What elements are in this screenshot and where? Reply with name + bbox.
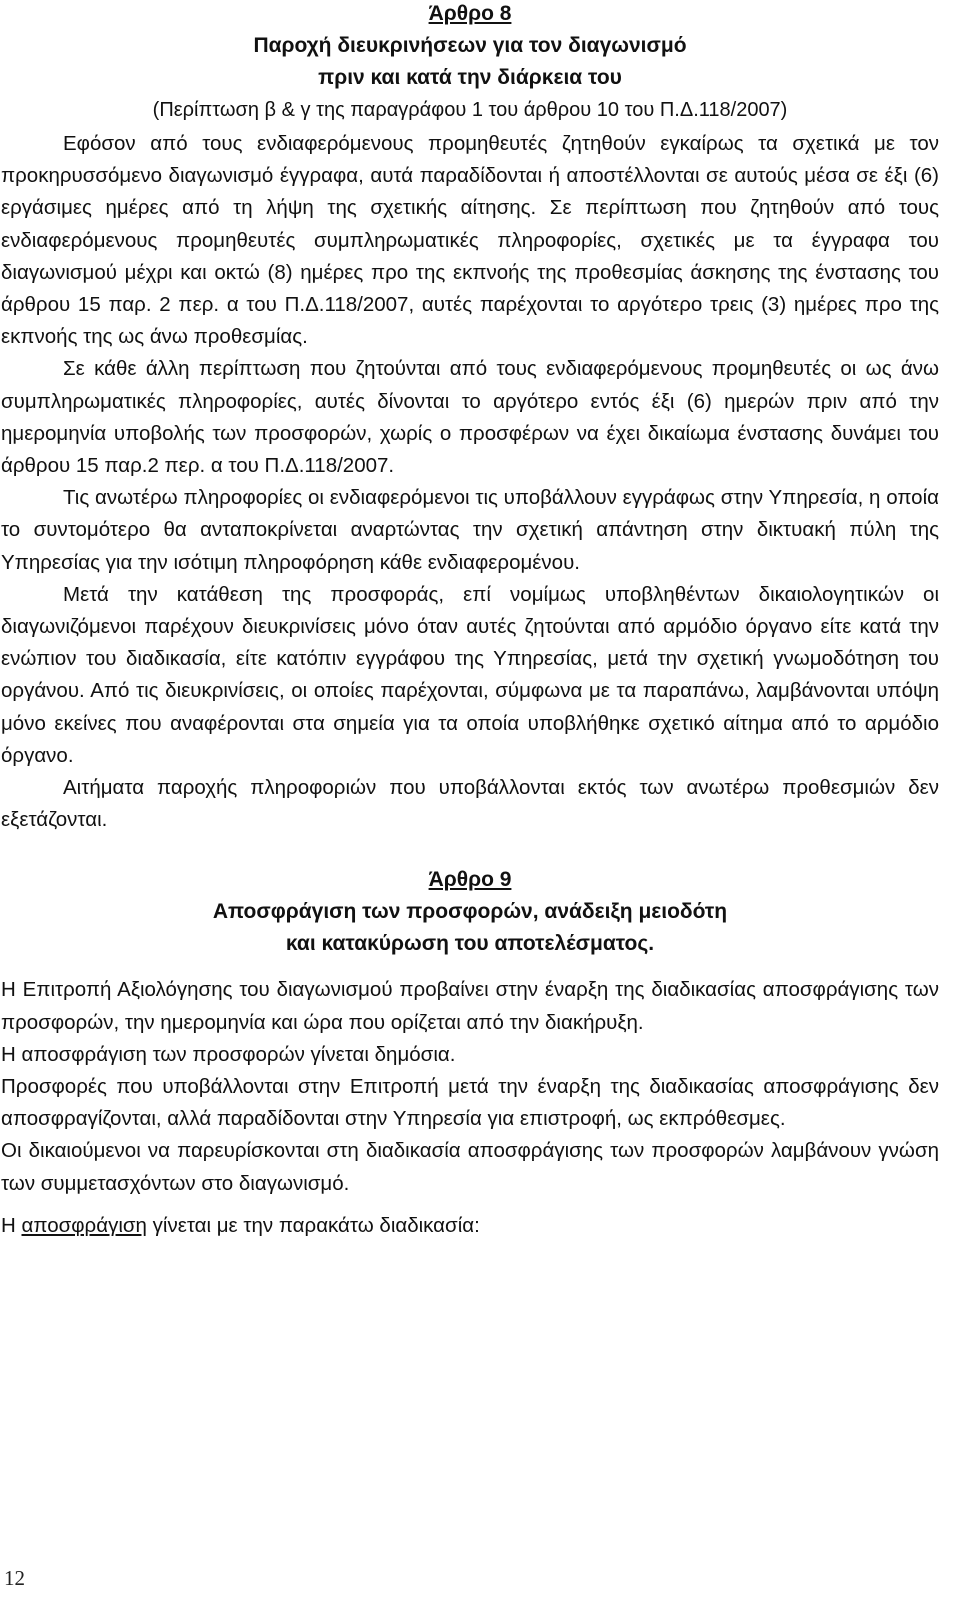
article-9-paragraph-2: Η αποσφράγιση των προσφορών γίνεται δημόσια. — [1, 1042, 456, 1066]
procedure-line-underlined: αποσφράγιση — [21, 1213, 147, 1237]
article-9-number-text: Άρθρο 9 — [428, 868, 512, 892]
article-8-number-text: Άρθρο 8 — [428, 2, 512, 25]
article-8-title-line-2: πριν και κατά την διάρκεια του — [318, 66, 622, 89]
article-8-paragraph-4: Μετά την κατάθεση της προσφοράς, επί νομίμως υποβληθέντων δικαιολογητικών οι διαγωνιζόμενοι παρέχουν διευκρινίσεις μόνο όταν αυτές ζητούνται από αρμόδιο όργανο είτε κατά την ενώπιον του διαδικασία, είτε κατόπιν εγγράφου της Υπηρεσίας, μετά την σχετική γνωμοδότηση του οργάνου. Από τις διευκρινίσεις, οι οποίες παρέχονται, σύμφωνα με τα παραπάνω, λαμβάνονται υπόψη μόνο εκείνες που αναφέρονται στα σημεία για τα οποία υποβλήθηκε σχετικό αίτημα από το αρμόδιο όργανο. — [1, 582, 939, 767]
article-8-number — [1, 0, 939, 30]
article-9-procedure-line — [1, 1210, 939, 1242]
article-9-paragraph-4: Οι δικαιούμενοι να παρευρίσκονται στη διαδικασία αποσφράγισης των προσφορών λαμβάνουν γνώση των συμμετασχόντων στο διαγωνισμό. — [1, 1139, 939, 1195]
article-9-paragraph-3: Προσφορές που υποβάλλονται στην Επιτροπή μετά την έναρξη της διαδικασίας αποσφράγισης δεν αποσφραγίζονται, αλλά παραδίδονται στην Υπηρεσία για επιστροφή, ως εκπρόθεσμες. — [1, 1075, 939, 1131]
article-9-number — [1, 864, 939, 896]
article-8-reference: (Περίπτωση β & γ της παραγράφου 1 του άρθρου 10 του Π.Δ.118/2007) — [152, 99, 788, 121]
article-8-paragraph-1: Εφόσον από τους ενδιαφερόμενους προμηθευτές ζητηθούν εγκαίρως τα σχετικά με τον προκηρυσσόμενο διαγωνισμό έγγραφα, αυτά παραδίδονται ή αποστέλλονται σε αυτούς μέσα σε έξι (6) εργάσιμες ημέρες από τη λήψη της σχετικής αίτησης. Σε περίπτωση που ζητηθούν από τους ενδιαφερόμενους προμηθευτές συμπληρωματικές πληροφορίες, σχετικές με τα έγγραφα του διαγωνισμού μέχρι και οκτώ (8) ημέρες προ της εκπνοής της προθεσμίας άσκησης της ένστασης του άρθρου 15 παρ. 2 περ. α του Π.Δ.118/2007, αυτές παρέχονται το αργότερο τρεις (3) ημέρες προ της εκπνοής της ως άνω προθεσμίας. — [1, 132, 939, 349]
procedure-line-suffix: γίνεται με την παρακάτω διαδικασία: — [146, 1213, 480, 1237]
article-9-title-line-2: και κατακύρωση του αποτελέσματος. — [285, 932, 655, 956]
article-9-paragraph-1: Η Επιτροπή Αξιολόγησης του διαγωνισμού προβαίνει στην έναρξη της διαδικασίας αποσφράγισης των προσφορών, την ημερομηνία και ώρα που ορίζεται από την διακήρυξη. — [1, 978, 939, 1034]
article-8-paragraph-3: Τις ανωτέρω πληροφορίες οι ενδιαφερόμενοι τις υποβάλλουν εγγράφως στην Υπηρεσία, η οποία το συντομότερο θα ανταποκρίνεται αναρτώντας την σχετική απάντηση στην δικτυακή πύλη της Υπηρεσίας για την ισότιμη πληροφόρηση κάθε ενδιαφερομένου. — [1, 486, 939, 574]
article-8-paragraph-5: Αιτήματα παροχής πληροφοριών που υποβάλλονται εκτός των ανωτέρω προθεσμιών δεν εξετάζονται. — [1, 776, 939, 832]
article-9-title-line-1: Αποσφράγιση των προσφορών, ανάδειξη μειοδότη — [212, 900, 728, 924]
procedure-line-prefix: Η — [1, 1213, 22, 1237]
page-number: 12 — [4, 1566, 25, 1590]
article-8-paragraph-2: Σε κάθε άλλη περίπτωση που ζητούνται από τους ενδιαφερόμενους προμηθευτές οι ως άνω συμπληρωματικές πληροφορίες, αυτές δίνονται το αργότερο εντός έξι (6) ημερών πριν από την ημερομηνία υποβολής των προσφορών, χωρίς ο προσφέρων να έχει δικαίωμα ένστασης δυνάμει του άρθρου 15 παρ.2 περ. α του Π.Δ.118/2007. — [1, 357, 939, 478]
article-8-title-line-1: Παροχή διευκρινήσεων για τον διαγωνισμό — [253, 34, 687, 57]
